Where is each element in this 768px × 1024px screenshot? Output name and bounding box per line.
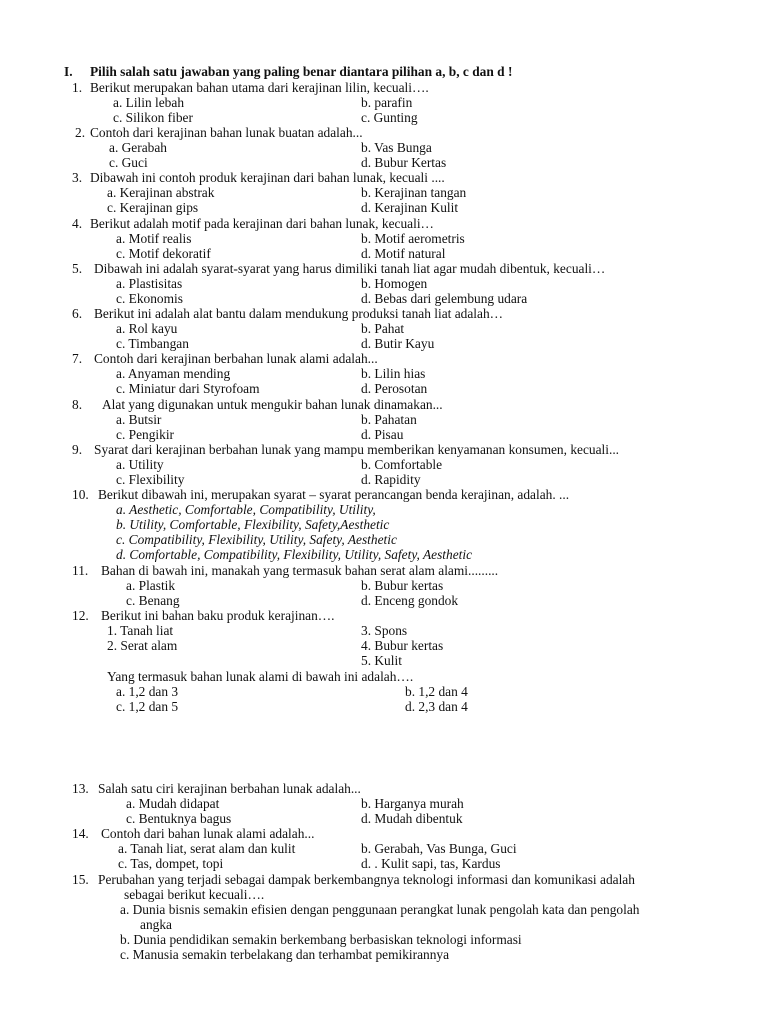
option-d: c. Gunting — [361, 110, 418, 125]
option-d: d. Enceng gondok — [361, 593, 459, 608]
question-text: Contoh dari kerajinan berbahan lunak alami adalah... — [94, 351, 378, 366]
option-c: c. Bentuknya bagus — [126, 811, 232, 826]
option-b: b. 1,2 dan 4 — [405, 684, 468, 699]
question-number: 9. — [72, 442, 83, 457]
question-number: 1. — [72, 80, 83, 95]
question-text: Berikut dibawah ini, merupakan syarat – syarat perancangan benda kerajinan, adalah. ... — [98, 487, 570, 502]
question-number: 3. — [72, 170, 83, 185]
list-item: 1. Tanah liat — [107, 623, 174, 638]
list-item: 3. Spons — [361, 623, 408, 638]
option-c: c. Flexibility — [116, 472, 185, 487]
question-text: Contoh dari kerajinan bahan lunak buatan adalah... — [90, 125, 363, 140]
option-d: d. Kerajinan Kulit — [361, 200, 459, 215]
option-d: d. Perosotan — [361, 381, 428, 396]
option-c: c. Timbangan — [116, 336, 189, 351]
list-item: 5. Kulit — [361, 653, 402, 668]
section-instruction: Pilih salah satu jawaban yang paling benar diantara pilihan a, b, c dan d ! — [90, 64, 513, 79]
question-text: Syarat dari kerajinan berbahan lunak yang mampu memberikan kenyamanan konsumen, kecuali... — [94, 442, 620, 457]
option-a: a. Dunia bisnis semakin efisien dengan penggunaan perangkat lunak pengolah kata dan pengolah — [120, 902, 640, 917]
sub-question-text: Yang termasuk bahan lunak alami di bawah ini adalah…. — [107, 669, 414, 684]
option-d: d. 2,3 dan 4 — [405, 699, 468, 714]
option-c: c. Guci — [109, 155, 148, 170]
question-text: Alat yang digunakan untuk mengukir bahan lunak dinamakan... — [102, 397, 443, 412]
option-a: a. 1,2 dan 3 — [116, 684, 179, 699]
question-text: Berikut ini adalah alat bantu dalam mendukung produksi tanah liat adalah… — [94, 306, 504, 321]
option-d: d. Comfortable, Compatibility, Flexibility, Utility, Safety, Aesthetic — [116, 547, 473, 562]
option-d: d. Bebas dari gelembung udara — [361, 291, 528, 306]
option-a: a. Plastisitas — [116, 276, 183, 291]
option-a: a. Motif realis — [116, 231, 192, 246]
question-number: 11. — [72, 563, 89, 578]
option-c: c. 1,2 dan 5 — [116, 699, 179, 714]
question-text: Perubahan yang terjadi sebagai dampak berkembangnya teknologi informasi dan komunikasi adalah — [98, 872, 635, 887]
question-number: 6. — [72, 306, 83, 321]
question-number: 15. — [72, 872, 89, 887]
question-text-continued: sebagai berikut kecuali…. — [124, 887, 265, 902]
option-b: b. Harganya murah — [361, 796, 464, 811]
option-a: a. Butsir — [116, 412, 162, 427]
option-a: a. Anyaman mending — [116, 366, 231, 381]
question-text: Salah satu ciri kerajinan berbahan lunak adalah... — [98, 781, 361, 796]
question-text: Dibawah ini contoh produk kerajinan dari bahan lunak, kecuali .... — [90, 170, 445, 185]
option-c: c. Manusia semakin terbelakang dan terhambat pemikirannya — [120, 947, 450, 962]
option-a: a. Tanah liat, serat alam dan kulit — [118, 841, 296, 856]
option-c: c. Silikon fiber — [113, 110, 193, 125]
question-number: 13. — [72, 781, 89, 796]
option-d: d. Rapidity — [361, 472, 421, 487]
question-number: 2. — [75, 125, 86, 140]
option-d: d. Motif natural — [361, 246, 446, 261]
option-d: d. . Kulit sapi, tas, Kardus — [361, 856, 501, 871]
question-text: Bahan di bawah ini, manakah yang termasuk bahan serat alam alami......... — [101, 563, 499, 578]
question-number: 8. — [72, 397, 83, 412]
option-a: a. Lilin lebah — [113, 95, 185, 110]
option-c: c. Kerajinan gips — [107, 200, 199, 215]
option-a: a. Gerabah — [109, 140, 167, 155]
option-d: d. Pisau — [361, 427, 404, 442]
option-c: c. Pengikir — [116, 427, 175, 442]
question-text: Berikut ini bahan baku produk kerajinan…. — [101, 608, 335, 623]
question-number: 4. — [72, 216, 83, 231]
option-b: b. Homogen — [361, 276, 428, 291]
option-a: a. Kerajinan abstrak — [107, 185, 215, 200]
option-b: b. Pahat — [361, 321, 405, 336]
option-b: b. Lilin hias — [361, 366, 426, 381]
option-b: b. parafin — [361, 95, 413, 110]
option-b: b. Vas Bunga — [361, 140, 432, 155]
option-a: a. Utility — [116, 457, 164, 472]
option-b: b. Gerabah, Vas Bunga, Guci — [361, 841, 517, 856]
option-d: d. Bubur Kertas — [361, 155, 447, 170]
option-a: a. Mudah didapat — [126, 796, 220, 811]
option-a: a. Plastik — [126, 578, 176, 593]
option-b: b. Motif aerometris — [361, 231, 465, 246]
option-c: c. Benang — [126, 593, 180, 608]
option-d: d. Mudah dibentuk — [361, 811, 463, 826]
option-a: a. Rol kayu — [116, 321, 178, 336]
option-c: c. Miniatur dari Styrofoam — [116, 381, 260, 396]
option-b: b. Bubur kertas — [361, 578, 444, 593]
section-roman: I. — [64, 64, 73, 79]
question-text: Dibawah ini adalah syarat-syarat yang harus dimiliki tanah liat agar mudah dibentuk, kecuali… — [94, 261, 606, 276]
question-number: 12. — [72, 608, 89, 623]
question-text: Contoh dari bahan lunak alami adalah... — [101, 826, 315, 841]
option-b: b. Utility, Comfortable, Flexibility, Safety,Aesthetic — [116, 517, 390, 532]
question-number: 7. — [72, 351, 83, 366]
option-b: b. Pahatan — [361, 412, 417, 427]
question-text: Berikut merupakan bahan utama dari kerajinan lilin, kecuali…. — [90, 80, 429, 95]
question-number: 10. — [72, 487, 89, 502]
question-number: 5. — [72, 261, 83, 276]
option-b: b. Comfortable — [361, 457, 443, 472]
option-b: b. Kerajinan tangan — [361, 185, 467, 200]
option-c: c. Ekonomis — [116, 291, 183, 306]
list-item: 2. Serat alam — [107, 638, 178, 653]
option-c: c. Motif dekoratif — [116, 246, 211, 261]
option-c: c. Tas, dompet, topi — [118, 856, 224, 871]
option-b: b. Dunia pendidikan semakin berkembang berbasiskan teknologi informasi — [120, 932, 522, 947]
option-c: c. Compatibility, Flexibility, Utility, Safety, Aesthetic — [116, 532, 397, 547]
option-a-continued: angka — [140, 917, 172, 932]
option-d: d. Butir Kayu — [361, 336, 435, 351]
list-item: 4. Bubur kertas — [361, 638, 444, 653]
question-text: Berikut adalah motif pada kerajinan dari bahan lunak, kecuali… — [90, 216, 434, 231]
option-a: a. Aesthetic, Comfortable, Compatibility, Utility, — [116, 502, 376, 517]
question-number: 14. — [72, 826, 89, 841]
